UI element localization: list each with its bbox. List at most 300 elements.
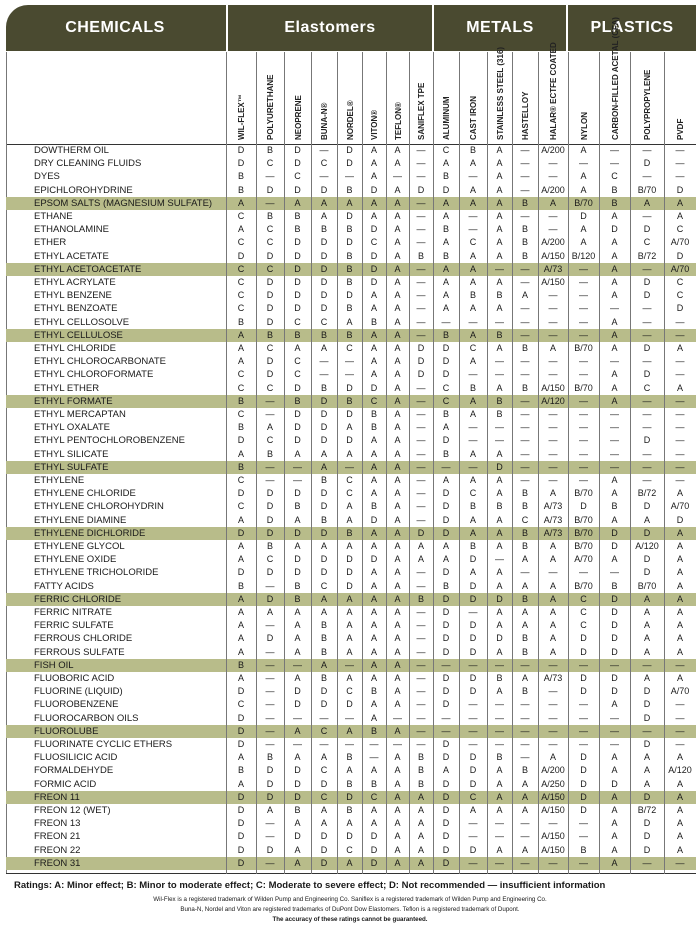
rating-cell: — <box>520 659 530 670</box>
table-row <box>6 764 696 777</box>
rating-cell: A <box>611 369 618 380</box>
rating-cell: A <box>394 593 401 604</box>
rating-cell: D <box>611 607 618 617</box>
rating-cell: A <box>580 184 587 195</box>
table-row <box>6 698 696 711</box>
rating-cell: A <box>294 620 301 631</box>
rating-cell: — <box>548 329 558 340</box>
rating-cell: — <box>495 369 504 380</box>
rating-cell: — <box>579 277 588 287</box>
trademark-note-1: Wil-Flex is a registered trademark of Wilden Pump and Engineering Co. Saniflex is a registered trademark of Wilden Pump and Engineering Co. <box>153 896 547 903</box>
table-row <box>6 751 696 764</box>
rating-cell: A <box>370 158 377 169</box>
rating-cell: A <box>611 237 618 248</box>
rating-cell: B <box>417 593 424 604</box>
rating-cell: D <box>370 184 378 195</box>
rating-cell: — <box>579 263 588 274</box>
rating-cell: D <box>294 184 301 195</box>
rating-cell: — <box>579 409 588 419</box>
rating-cell: A <box>580 224 587 235</box>
rating-cell: D <box>676 303 684 314</box>
rating-cell: — <box>548 448 558 459</box>
chemical-name: ETHYLENE OXIDE <box>34 554 117 566</box>
rating-cell: B <box>237 659 244 670</box>
table-row <box>6 329 696 342</box>
rating-cell: A <box>643 197 650 208</box>
rating-cell: A <box>676 580 683 591</box>
rating-cell: A <box>346 501 353 512</box>
rating-cell: A <box>394 686 401 697</box>
rating-cell: — <box>416 567 426 578</box>
rating-cell: B <box>496 752 503 763</box>
chemical-name: ETHYL ACETOACETATE <box>34 263 142 275</box>
rating-cell: A <box>676 673 683 683</box>
rating-cell: D <box>442 778 450 789</box>
rating-cell: — <box>520 699 530 710</box>
rating-cell: A <box>294 541 301 551</box>
rating-cell: A <box>346 593 353 604</box>
table-row <box>6 144 696 157</box>
rating-cell: A <box>394 778 401 789</box>
rating-cell: B <box>294 593 301 604</box>
rating-cell: — <box>265 699 275 710</box>
rating-cell: B/72 <box>637 805 657 815</box>
rating-cell: A <box>370 356 377 367</box>
column-divider <box>538 52 539 874</box>
column-header-label: CAST IRON <box>469 96 478 140</box>
rating-cell: D <box>320 303 328 314</box>
column-divider <box>664 52 665 874</box>
rating-cell: A <box>370 580 377 591</box>
rating-cell: D <box>643 831 651 842</box>
rating-cell: D <box>469 673 477 683</box>
column-header <box>284 52 312 144</box>
rating-cell: — <box>495 422 504 433</box>
rating-cell: B <box>442 250 449 261</box>
rating-cell: D <box>442 646 450 657</box>
rating-cell: — <box>265 171 275 182</box>
rating-cell: D <box>346 145 353 155</box>
rating-cell: — <box>416 158 426 169</box>
rating-cell: A/150 <box>541 250 565 261</box>
rating-cell: C <box>469 237 477 248</box>
rating-cell: — <box>675 316 685 327</box>
rating-cell: B/120 <box>571 250 596 261</box>
rating-cell: D <box>643 527 651 538</box>
table-row <box>6 500 696 513</box>
rating-cell: — <box>642 659 652 670</box>
rating-cell: — <box>548 211 558 221</box>
rating-cell: A <box>346 818 353 829</box>
rating-cell: — <box>642 475 652 485</box>
rating-cell: — <box>579 316 588 327</box>
rating-cell: B <box>294 580 301 591</box>
rating-cell: — <box>520 857 530 868</box>
rating-cell: A <box>442 197 449 208</box>
rating-cell: A <box>394 356 401 367</box>
rating-cell: D <box>442 435 450 446</box>
rating-cell: C <box>237 409 245 419</box>
rating-cell: A <box>442 541 449 551</box>
rating-cell: A/150 <box>541 277 565 287</box>
rating-cell: A <box>549 620 556 631</box>
rating-cell: A <box>549 488 556 499</box>
rating-cell: A <box>346 633 353 644</box>
rating-cell: A <box>611 382 618 393</box>
rating-cell: — <box>548 435 558 446</box>
rating-cell: A <box>549 752 556 763</box>
rating-cell: C <box>237 303 245 314</box>
rating-cell: — <box>319 171 329 182</box>
table-row <box>6 646 696 659</box>
rating-cell: D <box>370 514 378 525</box>
column-header-label: STAINLESS STEEL (316) <box>495 46 505 140</box>
table-row <box>6 685 696 698</box>
rating-cell: C <box>266 435 274 446</box>
rating-cell: A <box>611 343 618 353</box>
rating-cell: — <box>520 409 530 419</box>
rating-cell: D <box>580 752 587 763</box>
rating-cell: — <box>548 739 558 749</box>
rating-cell: — <box>610 422 619 433</box>
rating-cell: — <box>675 435 685 446</box>
rating-cell: B <box>521 197 528 208</box>
table-row <box>6 527 696 540</box>
rating-cell: A <box>676 567 683 578</box>
rating-cell: C <box>370 237 378 248</box>
rating-cell: A/70 <box>670 263 690 274</box>
rating-cell: B <box>442 329 449 340</box>
rating-cell: — <box>579 158 588 169</box>
rating-cell: — <box>441 659 451 670</box>
rating-cell: A <box>346 620 353 631</box>
rating-cell: D <box>266 778 274 789</box>
rating-cell: D <box>442 567 450 578</box>
rating-cell: A <box>496 277 503 287</box>
rating-cell: B/70 <box>637 184 657 195</box>
rating-cell: A <box>417 554 424 565</box>
rating-cell: — <box>416 501 426 512</box>
rating-cell: C <box>294 356 301 367</box>
rating-cell: D <box>320 686 328 697</box>
trademark-note-2: Buna-N, Nordel and Viton are registered trademarks of DuPont Dow Elastomers. Teflon is a registered trademark of Dupont. <box>180 906 520 913</box>
rating-cell: D <box>346 237 353 248</box>
chemical-name: ETHYL CELLOSOLVE <box>34 316 130 328</box>
rating-cell: A <box>549 593 556 604</box>
rating-cell: — <box>416 712 426 723</box>
rating-cell: — <box>548 567 558 578</box>
rating-cell: — <box>416 382 426 393</box>
rating-cell: — <box>265 712 275 723</box>
table-row <box>6 342 696 355</box>
rating-cell: A <box>676 633 683 644</box>
rating-cell: — <box>579 395 588 406</box>
rating-cell: A <box>676 607 683 617</box>
rating-cell: A/250 <box>541 778 565 789</box>
rating-cell: D <box>266 290 274 301</box>
column-header <box>311 52 338 144</box>
rating-cell: — <box>520 818 530 829</box>
rating-cell: B <box>320 646 327 657</box>
rating-cell: A <box>521 554 528 565</box>
rating-cell: B <box>370 725 377 736</box>
rating-cell: B/70 <box>574 541 593 551</box>
rating-cell: D <box>469 620 477 631</box>
rating-cell: A <box>442 554 449 565</box>
rating-cell: — <box>416 514 426 525</box>
rating-cell: — <box>265 673 275 683</box>
rating-cell: — <box>416 448 426 459</box>
column-header-label: TEFLON® <box>393 102 403 140</box>
column-divider <box>409 52 410 874</box>
table-row <box>6 725 696 738</box>
rating-cell: A <box>294 725 301 736</box>
chemical-name: FERROUS CHLORIDE <box>34 633 133 645</box>
rating-cell: B <box>417 752 424 763</box>
rating-cell: — <box>265 739 275 749</box>
rating-cell: A <box>394 197 401 208</box>
rating-cell: C <box>676 277 684 287</box>
rating-cell: — <box>468 171 478 182</box>
rating-cell: — <box>468 607 478 617</box>
table-row <box>6 316 696 329</box>
rating-cell: — <box>642 356 652 367</box>
rating-cell: B <box>237 580 244 591</box>
rating-cell: D <box>346 699 353 710</box>
rating-cell: — <box>416 488 426 499</box>
rating-cell: A <box>394 620 401 631</box>
column-header-label: NORDEL® <box>345 100 355 140</box>
rating-cell: D <box>266 250 274 261</box>
rating-cell: D <box>294 554 301 565</box>
rating-cell: B/70 <box>574 527 593 538</box>
column-divider <box>386 52 387 874</box>
rating-cell: D <box>346 409 353 419</box>
rating-cell: D <box>469 633 477 644</box>
rating-cell: A <box>496 686 503 697</box>
chemical-name: ETHYLENE GLYCOL <box>34 541 125 552</box>
rating-cell: A <box>237 633 244 644</box>
rating-cell: A <box>417 857 424 868</box>
rating-cell: B <box>469 382 476 393</box>
table-row <box>6 355 696 368</box>
rating-cell: A <box>370 541 377 551</box>
rating-cell: A <box>469 197 476 208</box>
table-row <box>6 368 696 381</box>
rating-cell: A <box>394 527 401 538</box>
rating-cell: A/70 <box>670 686 690 697</box>
rating-cell: C <box>237 211 245 221</box>
rating-cell: C <box>237 369 245 380</box>
rating-cell: B <box>320 633 327 644</box>
rating-cell: B <box>346 752 353 763</box>
rating-cell: A <box>611 831 618 842</box>
rating-cell: A <box>370 593 377 604</box>
rating-cell: B <box>294 224 301 235</box>
rating-cell: D <box>370 554 378 565</box>
rating-cell: A <box>496 448 503 459</box>
chemical-name: ETHYL MERCAPTAN <box>34 409 126 420</box>
rating-cell: D <box>237 567 245 578</box>
rating-cell: A <box>469 475 476 485</box>
rating-cell: A/70 <box>670 237 690 248</box>
rating-cell: — <box>579 303 588 314</box>
rating-cell: A <box>611 290 618 301</box>
rating-cell: — <box>416 435 426 446</box>
rating-cell: B <box>370 409 377 419</box>
column-header <box>226 52 257 144</box>
rating-cell: C <box>521 514 529 525</box>
rating-cell: A <box>496 184 503 195</box>
rating-cell: B <box>370 422 377 433</box>
rating-cell: B <box>496 329 503 340</box>
table-row <box>6 857 696 870</box>
rating-cell: D <box>370 844 378 855</box>
rating-cell: — <box>520 356 530 367</box>
rating-cell: B <box>266 145 273 155</box>
rating-cell: — <box>345 712 354 723</box>
rating-cell: D <box>442 752 450 763</box>
rating-cell: C <box>643 237 651 248</box>
rating-cell: B <box>521 646 528 657</box>
chemical-name: FREON 22 <box>34 844 81 856</box>
rating-cell: D <box>237 791 245 802</box>
chemical-name: FLUOROBENZENE <box>34 699 119 711</box>
rating-cell: — <box>416 646 426 657</box>
rating-cell: B/72 <box>637 250 657 261</box>
rating-cell: — <box>642 211 652 221</box>
rating-cell: A <box>676 541 683 551</box>
rating-cell: A <box>370 448 377 459</box>
rating-cell: — <box>520 316 530 327</box>
rating-cell: A <box>394 382 401 393</box>
rating-cell: D <box>643 554 651 565</box>
rating-cell: B <box>320 475 327 485</box>
column-divider <box>568 52 569 874</box>
rating-cell: A <box>521 844 528 855</box>
rating-cell: C <box>676 290 684 301</box>
rating-cell: A <box>417 805 424 815</box>
rating-cell: A <box>394 607 401 617</box>
rating-cell: D <box>442 488 450 499</box>
rating-cell: A/70 <box>670 501 690 512</box>
rating-cell: D <box>580 686 587 697</box>
rating-cell: C <box>320 725 328 736</box>
rating-cell: D <box>370 277 378 287</box>
column-divider <box>226 52 227 874</box>
chemical-name: FLUOSILICIC ACID <box>34 752 118 764</box>
rating-cell: A <box>394 184 401 195</box>
rating-cell: — <box>265 197 275 208</box>
rating-cell: B <box>320 329 327 340</box>
rating-cell: A <box>496 646 503 657</box>
rating-cell: A <box>469 158 476 169</box>
rating-cell: B <box>320 514 327 525</box>
rating-cell: A <box>320 197 327 208</box>
rating-cell: A <box>496 343 503 353</box>
rating-cell: D <box>370 831 378 842</box>
rating-cell: — <box>642 395 652 406</box>
rating-cell: D <box>346 211 353 221</box>
rating-cell: B <box>346 778 353 789</box>
rating-cell: C <box>320 316 328 327</box>
rating-cell: A <box>549 554 556 565</box>
rating-cell: A <box>370 488 377 499</box>
rating-cell: D <box>266 765 274 776</box>
table-row <box>6 157 696 170</box>
rating-cell: A <box>237 646 244 657</box>
rating-cell: A <box>611 514 618 525</box>
rating-cell: A <box>643 765 650 776</box>
rating-cell: A <box>370 369 377 380</box>
rating-cell: A <box>521 620 528 631</box>
rating-cell: A <box>394 224 401 235</box>
rating-cell: — <box>548 659 558 670</box>
rating-cell: — <box>579 725 588 736</box>
rating-cell: A <box>580 171 587 182</box>
rating-cell: A <box>643 646 650 657</box>
rating-cell: D <box>237 686 245 697</box>
rating-cell: — <box>293 461 302 472</box>
rating-cell: A <box>417 541 424 551</box>
rating-cell: C <box>320 791 328 802</box>
rating-cell: A <box>370 646 377 657</box>
rating-cell: — <box>579 290 588 301</box>
table-row <box>6 791 696 804</box>
rating-cell: — <box>468 422 478 433</box>
rating-cell: — <box>675 857 685 868</box>
rating-cell: A <box>346 646 353 657</box>
rating-cell: D <box>580 646 587 657</box>
rating-cell: — <box>642 409 652 419</box>
rating-cell: D <box>580 805 587 815</box>
column-header-label: CARBON-FILLED ACETAL (CFA) <box>610 17 620 140</box>
rating-cell: D <box>442 527 450 538</box>
rating-cell: B <box>496 290 503 301</box>
column-header <box>459 52 488 144</box>
ratings-legend: Ratings: A: Minor effect; B: Minor to moderate effect; C: Moderate to severe effect; D: Not recommended — insufficient information <box>14 880 606 891</box>
rating-cell: — <box>495 263 504 274</box>
rating-cell: — <box>579 659 588 670</box>
rating-cell: — <box>369 739 379 749</box>
rating-cell: D <box>469 778 477 789</box>
rating-cell: — <box>675 422 685 433</box>
rating-cell: B <box>521 527 528 538</box>
rating-cell: A <box>521 673 528 683</box>
rating-cell: B <box>266 211 273 221</box>
chemical-name: FLUOBORIC ACID <box>34 673 115 684</box>
rating-cell: A <box>394 765 401 776</box>
rating-cell: — <box>548 712 558 723</box>
rating-cell: D <box>266 593 274 604</box>
rating-cell: D <box>469 646 477 657</box>
rating-cell: A <box>496 514 503 525</box>
rating-cell: — <box>548 686 558 697</box>
rating-cell: A <box>237 343 244 353</box>
rating-cell: B <box>611 580 618 591</box>
rating-cell: — <box>416 607 426 617</box>
rating-cell: A <box>611 818 618 829</box>
rating-cell: — <box>579 818 588 829</box>
rating-cell: C <box>237 382 245 393</box>
rating-cell: A <box>394 237 401 248</box>
rating-cell: A <box>266 422 273 433</box>
rating-cell: A <box>394 725 401 736</box>
rating-cell: A <box>370 329 377 340</box>
column-header-label: WIL-FLEX™ <box>237 94 246 140</box>
rating-cell: A <box>676 818 683 829</box>
rating-cell: B <box>237 395 244 406</box>
